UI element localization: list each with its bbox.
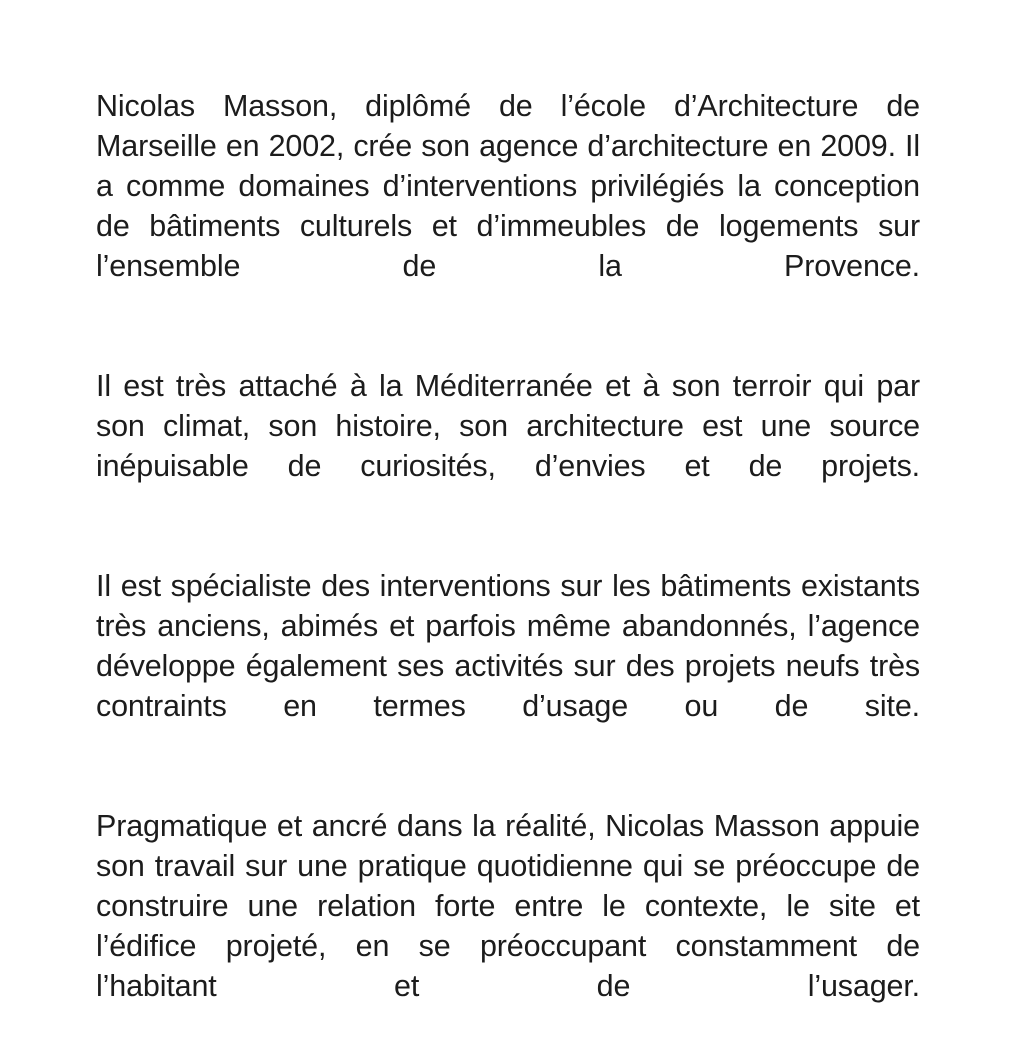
paragraph-intro: Nicolas Masson, diplômé de l’école d’Architecture de Marseille en 2002, crée son agence d’architecture en 2009. Il a comme domaines d’interventions privilégiés la conception de bâtiments culturels et d’immeubles de logements sur l’ensemble de la Provence. bbox=[96, 89, 920, 283]
paragraph-approche: Pragmatique et ancré dans la réalité, Nicolas Masson appuie son travail sur une pratique quotidienne qui se préoccupe de construire une relation forte entre le contexte, le site et l’édifice projeté, en se préoccupant constamment de l’habitant et de l’usager. bbox=[96, 809, 920, 1003]
paragraph-specialite: Il est spécialiste des interventions sur les bâtiments existants très anciens, abimés et parfois même abandonnés, l’agence développe également ses activités sur des projets neufs très contraints en termes d’usage ou de site. bbox=[96, 569, 920, 723]
text-column bbox=[96, 86, 920, 1046]
paragraph-mediterranee: Il est très attaché à la Méditerranée et à son terroir qui par son climat, son histoire, son architecture est une source inépuisable de curiosités, d’envies et de projets. bbox=[96, 369, 920, 483]
